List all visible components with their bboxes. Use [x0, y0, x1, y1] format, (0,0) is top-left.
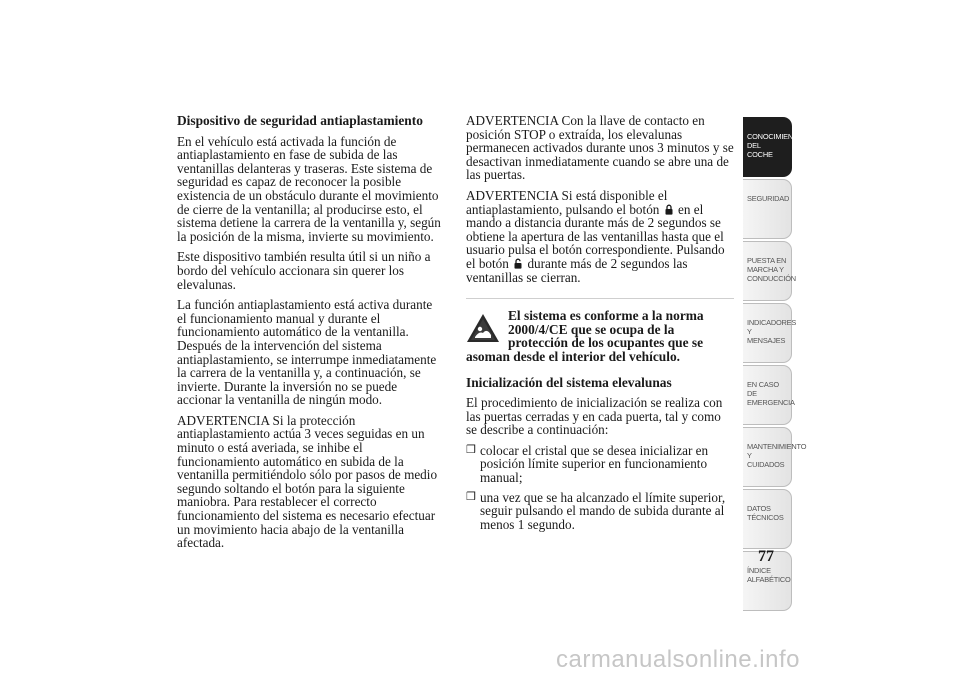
tab-label: INDICADORES Y MENSAJES: [747, 318, 797, 345]
tab-label: MANTENIMIENTO Y CUIDADOS: [747, 442, 807, 469]
text-fragment: durante más de 2 segundos las ventanillas se cierran.: [466, 255, 688, 285]
tab-seguridad[interactable]: [743, 179, 792, 239]
tab-label: ÍNDICE ALFABÉTICO: [747, 566, 791, 584]
tab-label: DATOS TÉCNICOS: [747, 504, 784, 522]
lock-icon: [665, 204, 673, 215]
warning-line: 2000/4/CE que se ocupa de la: [508, 321, 675, 337]
chapter-tabs: [743, 117, 807, 613]
tab-mantenimiento-y-cuidados[interactable]: [743, 427, 807, 487]
page-number: 77: [758, 548, 774, 565]
tab-puesta-en-marcha[interactable]: [743, 241, 796, 301]
tab-indicadores-y-mensajes[interactable]: [743, 303, 797, 363]
left-column: [177, 114, 443, 557]
tab-en-caso-de-emergencia[interactable]: [743, 365, 795, 425]
text-fragment: ADVERTENCIA Si está disponible el antiaplastamiento, pulsando el botón: [466, 187, 668, 217]
paragraph: La función antiaplastamiento está activa durante el funcionamiento manual y durante el funcionamiento automático de la ventanilla. Después de la intervención del sistema antiaplastamiento, se interrumpe inmediatamente la carrera de la ventanilla y, a continuación, se invierte. Durante la inversión no se puede accionar la ventanilla de ningún modo.: [177, 297, 437, 408]
unlock-icon: [514, 258, 522, 269]
warning-line: asoman desde el interior del vehículo.: [466, 348, 680, 364]
tab-datos-tecnicos[interactable]: [743, 489, 792, 549]
paragraph: Este dispositivo también resulta útil si un niño a bordo del vehículo accionara sin querer los elevalunas.: [177, 249, 431, 292]
warning-paragraph: ADVERTENCIA Con la llave de contacto en posición STOP o extraída, los elevalunas permanecen activados durante unos 3 minutos y se desactivan inmediatamente cuando se abre una de las puertas.: [466, 113, 734, 183]
tab-label: PUESTA EN MARCHA Y CONDUCCIÓN: [747, 256, 796, 283]
checkbox-bullet-icon: ❒: [466, 490, 476, 503]
tab-label: SEGURIDAD: [747, 194, 790, 203]
warning-paragraph-remote: [466, 189, 734, 284]
list-item: [466, 444, 734, 485]
warning-box: [466, 298, 734, 363]
warning-triangle-icon: [466, 313, 500, 343]
tab-conocimiento-del-coche[interactable]: [743, 117, 803, 177]
list-item: [466, 491, 734, 532]
warning-paragraph: ADVERTENCIA Si la protección antiaplastamiento actúa 3 veces seguidas en un minuto o está averiada, se inhibe el funcionamiento automático en subida de la ventanilla permitiéndolo sólo por pasos de medio segundo soltando el botón para la siguiente maniobra. Para restablecer el correcto funcionamiento del sistema es necesario efectuar un movimiento hacia abajo de la ventanilla afectada.: [177, 412, 438, 551]
tab-label: EN CASO DE EMERGENCIA: [747, 380, 795, 407]
warning-line: protección de los ocupantes que se: [508, 335, 704, 351]
list-item-text: colocar el cristal que se desea inicializar en posición límite superior en funcionamiento manual;: [480, 442, 709, 486]
warning-text: [466, 309, 734, 363]
list-item-text: una vez que se ha alcanzado el límite superior, seguir pulsando el mando de subida durante al menos 1 segundo.: [480, 489, 726, 532]
text-fragment: en el mando a distancia durante más de 2 segundos se obtiene la apertura de las ventanillas hasta que el usuario pulsa el botón correspondiente. Pulsando el botón: [466, 201, 725, 271]
right-column: [466, 114, 734, 537]
paragraph: El procedimiento de inicialización se realiza con las puertas cerradas y en cada puerta, tal y como se describe a continuación:: [466, 395, 723, 438]
section-heading-antipinch: Dispositivo de seguridad antiaplastamiento: [177, 113, 423, 128]
watermark-text: carmanualsonline.info: [556, 646, 800, 673]
tab-label: CONOCIMIENTO DEL COCHE: [747, 132, 803, 159]
paragraph: En el vehículo está activada la función de antiaplastamiento en fase de subida de las ventanillas delanteras y traseras. Este sistema de seguridad es capaz de reconocer la posible existencia de un obstáculo durante el movimiento de cierre de la ventanilla; al producirse esto, el sistema detiene la carrera de la ventanilla y, según la posición de la misma, invierte su movimiento.: [177, 133, 441, 244]
warning-line: El sistema es conforme a la norma: [508, 308, 704, 324]
section-heading-initialization: Inicialización del sistema elevalunas: [466, 374, 672, 390]
checkbox-bullet-icon: ❒: [466, 443, 476, 456]
